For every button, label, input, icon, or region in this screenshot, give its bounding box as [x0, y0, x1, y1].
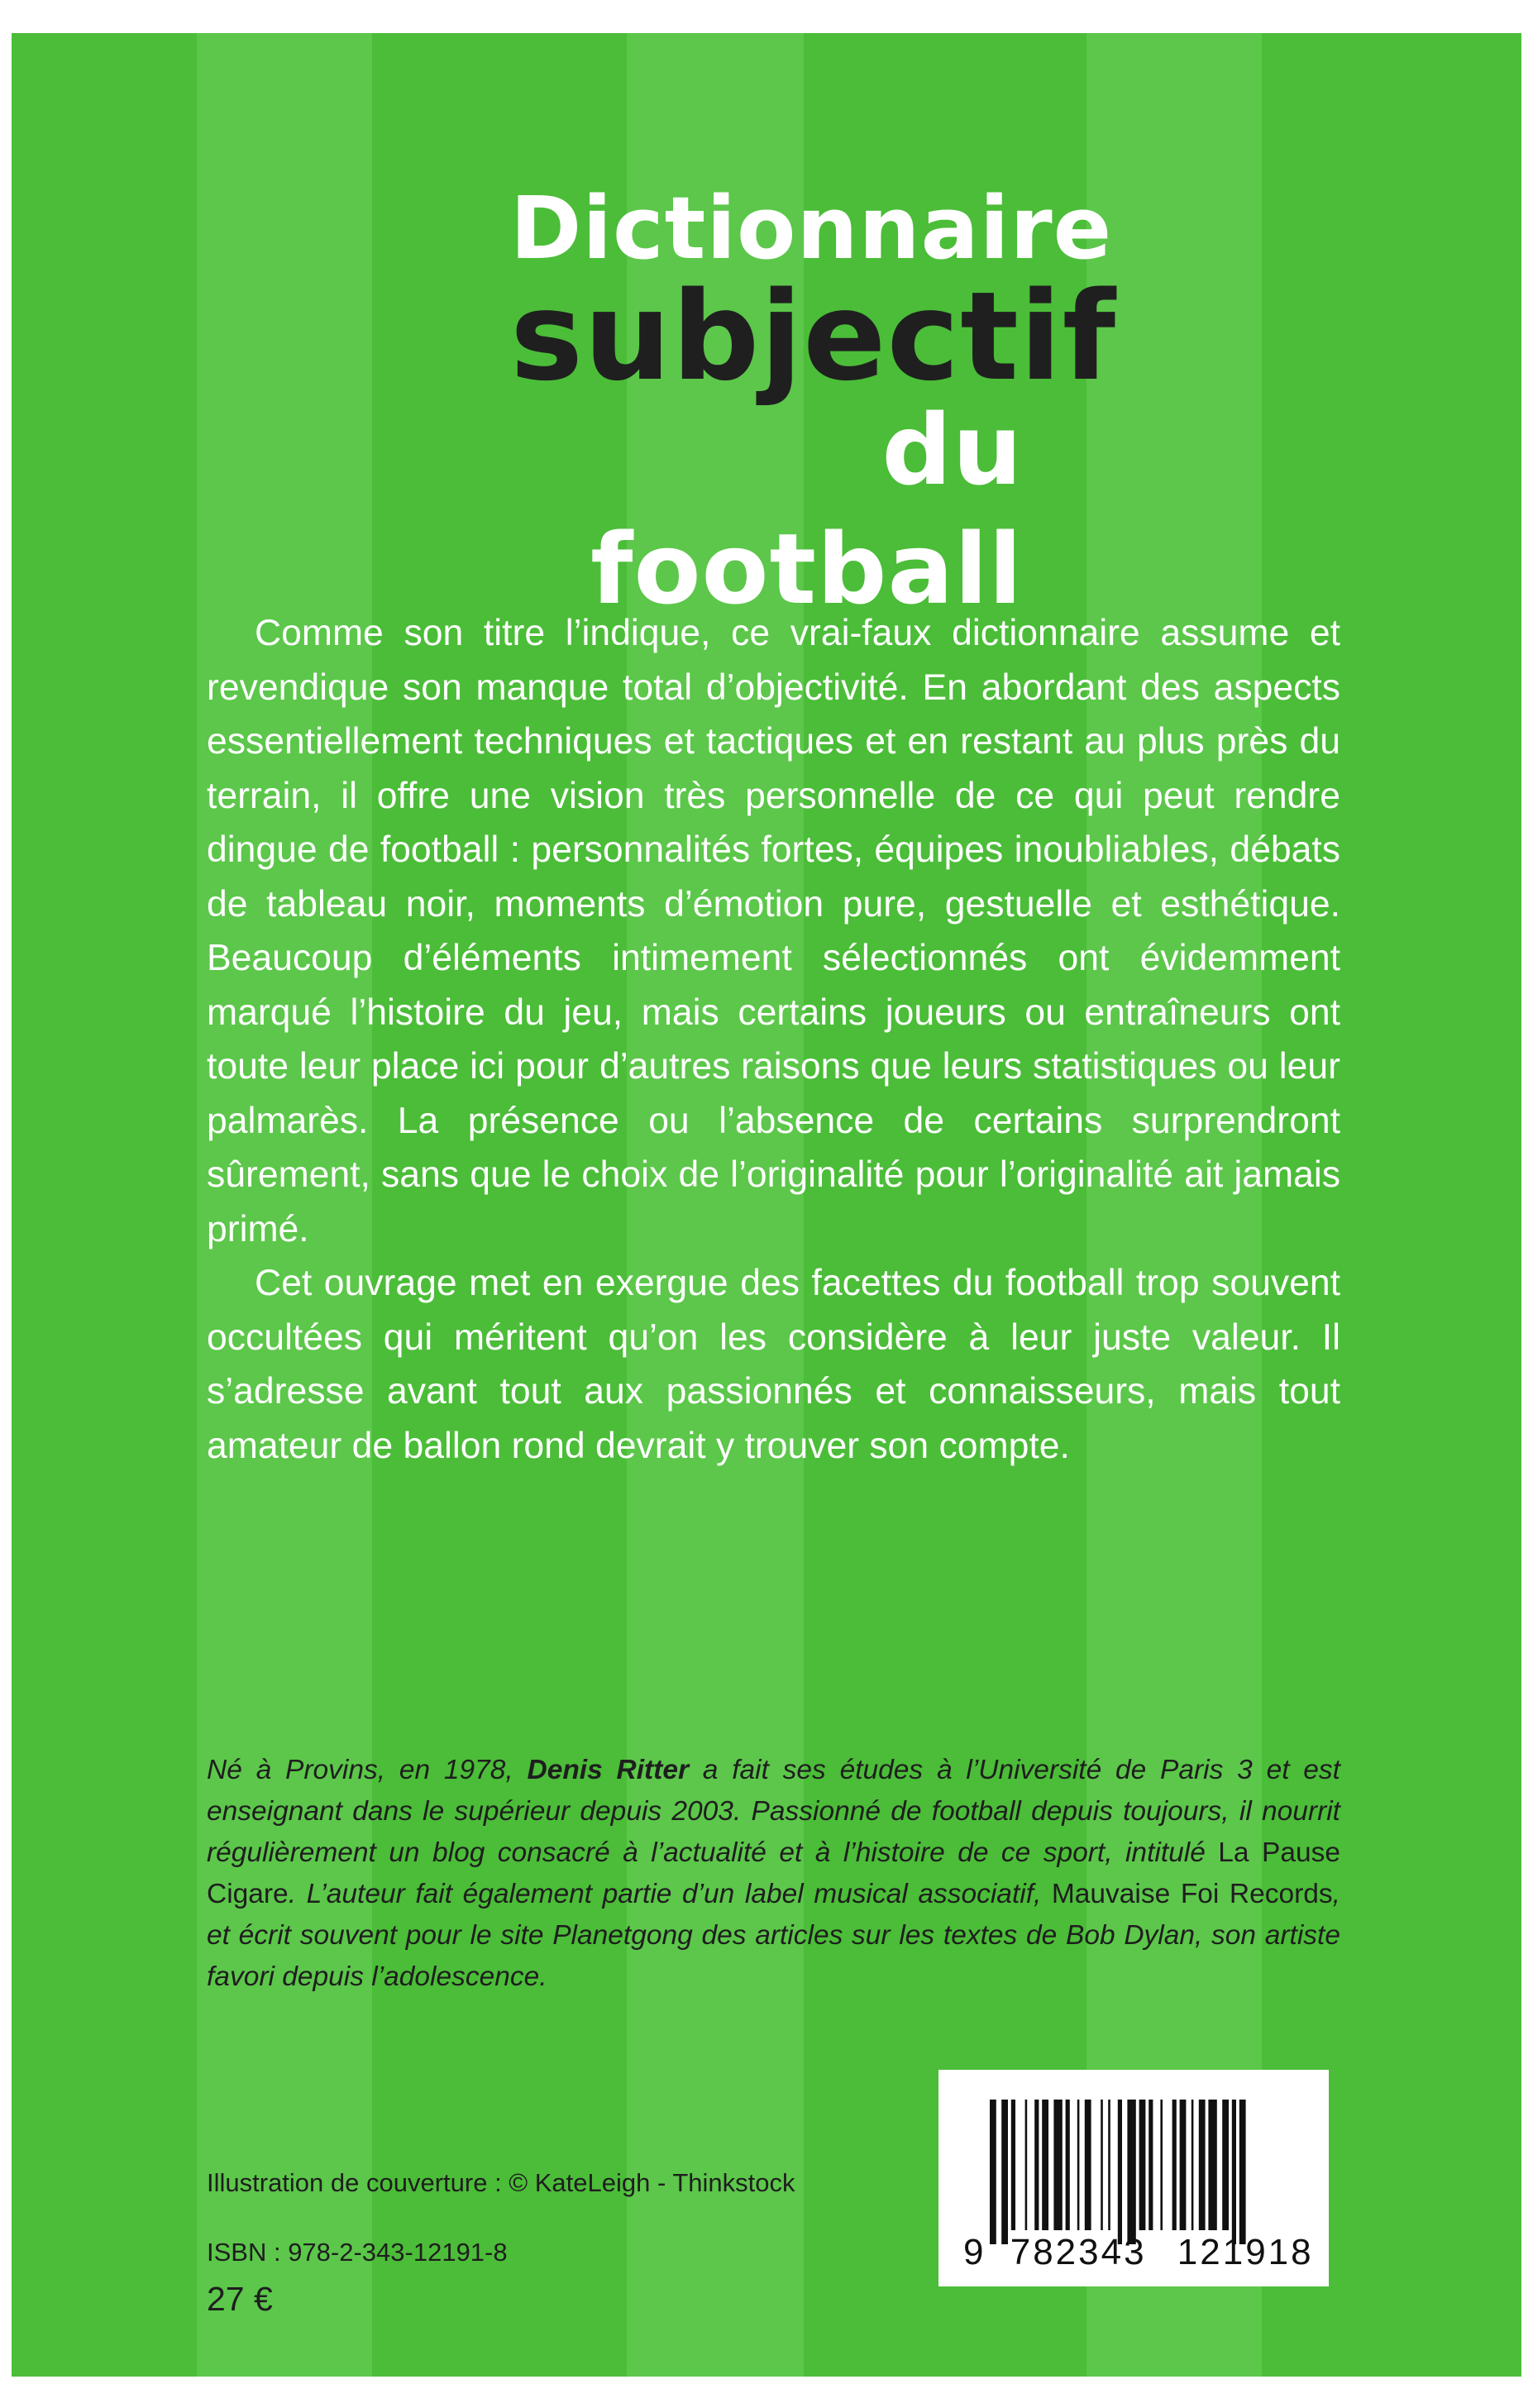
isbn: ISBN : 978-2-343-12191-8 — [207, 2238, 508, 2267]
cover-content — [12, 33, 1521, 2377]
barcode-group-2: 121918 — [1177, 2232, 1314, 2272]
title-line-2: subjectif — [510, 265, 1117, 408]
barcode-first-digit: 9 — [963, 2232, 986, 2272]
barcode-bar — [1101, 2100, 1103, 2230]
author-bio — [207, 1750, 1340, 1998]
bio-text: Né à Provins, en 1978, — [207, 1755, 528, 1785]
barcode-bar — [990, 2100, 996, 2244]
author-name: Denis Ritter — [527, 1755, 689, 1785]
barcode-bar — [1085, 2100, 1091, 2230]
barcode-bar — [1172, 2100, 1177, 2230]
barcode-bar — [1222, 2100, 1229, 2230]
barcode-bar — [1108, 2100, 1110, 2230]
barcode-group-1: 782343 — [1010, 2232, 1147, 2272]
bio-text: a fait ses études à l’Université de Paris 3 et est enseignant dans le supérieur depuis 2003. Passionné de football depuis toujours, il nourrit régulièrement un blog consacré à l’actualité et à l’histoire de ce sport, intitulé — [207, 1755, 1340, 1868]
back-cover-blurb — [207, 606, 1340, 1473]
barcode-bar — [1034, 2100, 1039, 2230]
barcode-bar — [1053, 2100, 1062, 2230]
barcode-bar — [1025, 2100, 1028, 2230]
title-line-3: du football — [590, 393, 1023, 626]
barcode-bar — [1066, 2100, 1070, 2230]
barcode-bar — [1208, 2100, 1216, 2230]
bio-text: , et écrit souvent pour le site Planetgong des articles sur les textes de Bob Dylan, son artiste favori depuis l’adolescence. — [207, 1879, 1340, 1992]
barcode-bar — [1149, 2100, 1153, 2230]
barcode-bar — [1118, 2100, 1122, 2244]
barcode-bar — [1127, 2100, 1135, 2244]
barcode — [938, 2070, 1329, 2286]
barcode-bar — [1180, 2100, 1187, 2230]
illustration-credit: Illustration de couverture : © KateLeigh - Thinkstock — [207, 2168, 795, 2197]
blog-name: La Pause Cigare — [207, 1837, 1340, 1909]
barcode-bar — [1011, 2100, 1015, 2230]
title-line-1: Dictionnaire — [510, 178, 1113, 279]
barcode-bar — [1139, 2100, 1146, 2230]
barcode-bar — [1239, 2100, 1246, 2244]
barcode-bar — [1077, 2100, 1080, 2230]
blurb-paragraph-2: Cet ouvrage met en exergue des facettes du football trop souvent occultées qui méritent qu’on les considère à leur juste valeur. Il s’adresse avant tout aux passionnés et connaisseurs, mais tout amateur de ballon rond devrait y trouver son compte. — [207, 1263, 1340, 1466]
barcode-bar — [1199, 2100, 1206, 2230]
barcode-digits — [963, 2232, 1319, 2273]
barcode-bar — [1001, 2100, 1008, 2244]
book-title — [510, 174, 1117, 628]
back-cover — [12, 33, 1521, 2377]
barcode-bar — [1042, 2100, 1048, 2230]
barcode-bar — [1160, 2100, 1163, 2230]
label-name: Mauvaise Foi Records — [1051, 1879, 1333, 1909]
price: 27 € — [207, 2280, 273, 2318]
barcode-bar — [1232, 2100, 1236, 2244]
barcode-bar — [1192, 2100, 1194, 2230]
bio-text: . L’auteur fait également partie d’un label musical associatif, — [288, 1879, 1052, 1909]
blurb-paragraph-1: Comme son titre l’indique, ce vrai-faux dictionnaire assume et revendique son manque total d’objectivité. En abordant des aspects essentiellement techniques et tactiques et en restant au plus près du terrain, il offre une vision très personnelle de ce qui peut rendre dingue de football : personnalités fortes, équipes inoubliables, débats de tableau noir, moments d’émotion pure, gestuelle et esthétique. Beaucoup d’éléments intimement sélectionnés ont évidemment marqué l’histoire du jeu, mais certains joueurs ou entraîneurs ont toute leur place ici pour d’autres raisons que leurs statistiques ou leur palmarès. La présence ou l’absence de certains surprendront sûrement, sans que le choix de l’originalité pour l’originalité ait jamais primé. — [207, 613, 1340, 1249]
